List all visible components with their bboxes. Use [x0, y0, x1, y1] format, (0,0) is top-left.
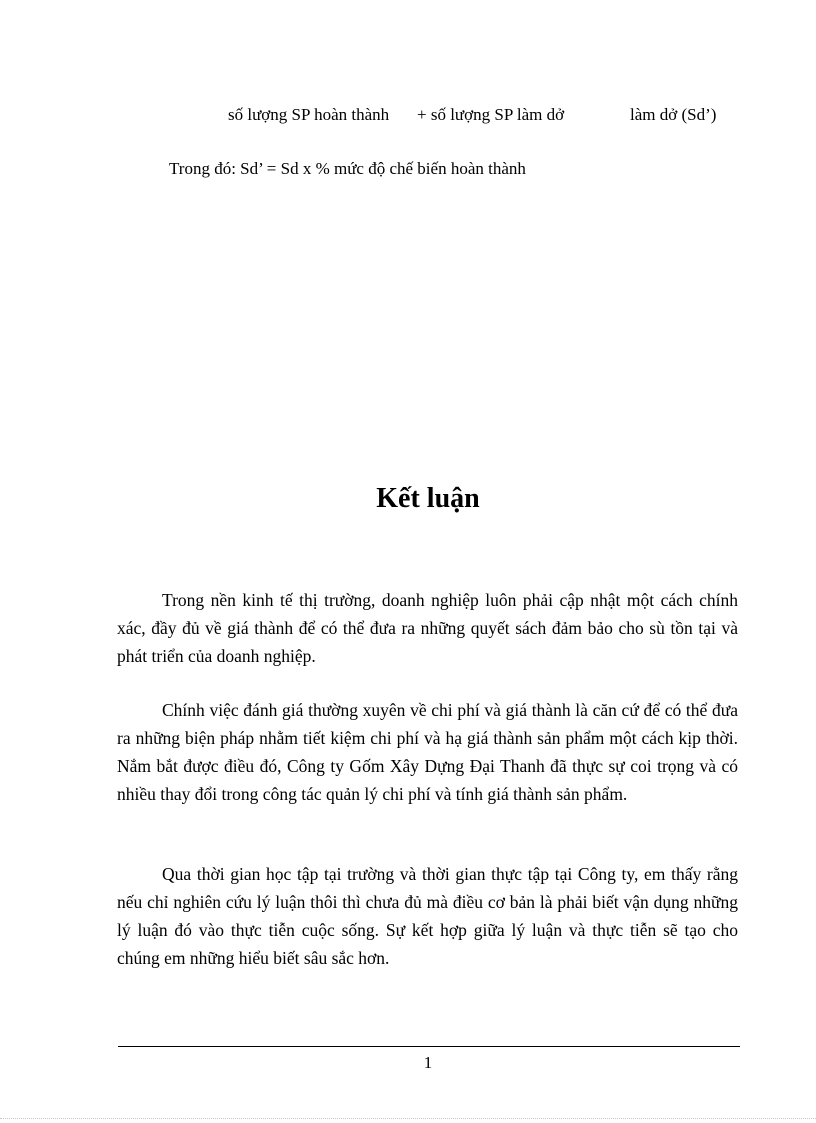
section-heading: Kết luận	[376, 482, 480, 514]
formula-numerator-part2: + số lượng SP làm dở	[417, 105, 565, 124]
formula-numerator-part3: làm dở (Sd’)	[630, 105, 717, 124]
paragraph-3: Qua thời gian học tập tại trường và thời gian thực tập tại Công ty, em thấy rằng nếu chỉ nghiên cứu lý luận thôi thì chưa đủ mà điều cơ bản là phải biết vận dụng những lý luận đó vào thực tiễn cuộc sống. Sự kết hợp giữa lý luận và thực tiễn sẽ tạo cho chúng em những hiểu biết sâu sắc hơn.	[117, 864, 738, 968]
footer-divider	[118, 1046, 740, 1047]
formula-definition: Trong đó: Sd’ = Sd x % mức độ chế biến hoàn thành	[169, 159, 526, 178]
page-number: 1	[423, 1053, 433, 1072]
formula-numerator-part1: số lượng SP hoàn thành	[228, 105, 390, 124]
page-bottom-dotted-border	[0, 1118, 816, 1119]
paragraph-1: Trong nền kinh tế thị trường, doanh nghiệp luôn phải cập nhật một cách chính xác, đầy đủ về giá thành để có thể đưa ra những quyết sách đảm bảo cho sù tồn tại và phát triển của doanh nghiệp.	[117, 590, 738, 666]
paragraph-2: Chính việc đánh giá thường xuyên về chi phí và giá thành là căn cứ để có thể đưa ra những biện pháp nhằm tiết kiệm chi phí và hạ giá thành sản phẩm một cách kịp thời. Nắm bắt được điều đó, Công ty Gốm Xây Dựng Đại Thanh đã thực sự coi trọng và có nhiều thay đổi trong công tác quản lý chi phí và tính giá thành sản phẩm.	[117, 700, 738, 804]
